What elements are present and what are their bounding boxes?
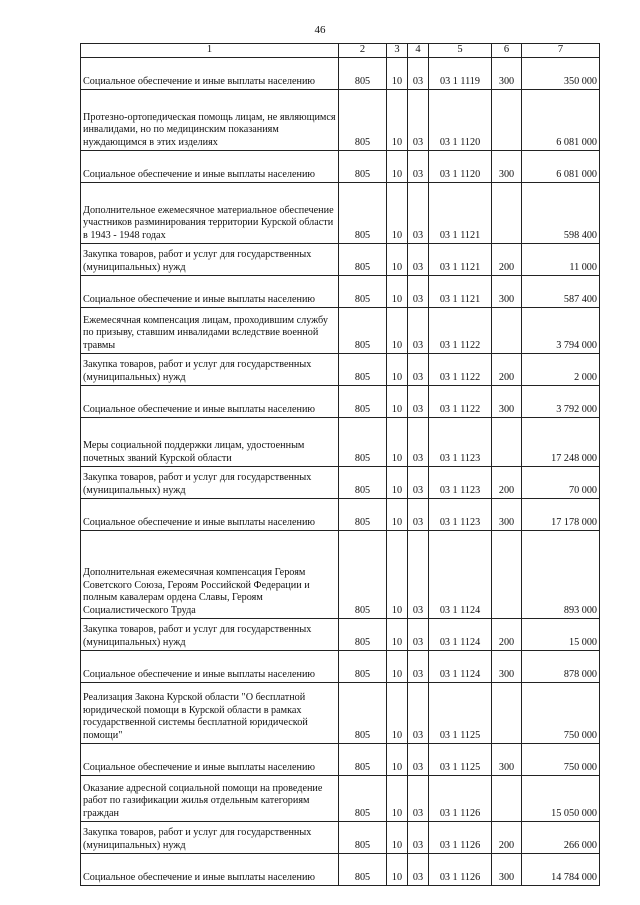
- table-row: [81, 651, 600, 683]
- ministry-code: 805: [339, 744, 387, 776]
- column-header: 1: [81, 44, 339, 58]
- ministry-code: 805: [339, 183, 387, 244]
- section-code: 10: [387, 619, 408, 651]
- table-row: [81, 418, 600, 467]
- section-code: 10: [387, 499, 408, 531]
- subsection-code: 03: [408, 651, 429, 683]
- ministry-code: 805: [339, 418, 387, 467]
- section-code: 10: [387, 822, 408, 854]
- expense-type-code: [492, 308, 522, 354]
- row-description: Закупка товаров, работ и услуг для государственных (муниципальных) нужд: [81, 822, 339, 854]
- section-code: 10: [387, 776, 408, 822]
- amount: 17 248 000: [522, 418, 600, 467]
- expense-type-code: 300: [492, 276, 522, 308]
- expense-type-code: 200: [492, 467, 522, 499]
- ministry-code: 805: [339, 90, 387, 151]
- target-item-code: 03 1 1122: [429, 386, 492, 418]
- section-code: 10: [387, 183, 408, 244]
- row-description: Закупка товаров, работ и услуг для государственных (муниципальных) нужд: [81, 354, 339, 386]
- table-row: [81, 467, 600, 499]
- ministry-code: 805: [339, 531, 387, 619]
- amount: 6 081 000: [522, 151, 600, 183]
- section-code: 10: [387, 386, 408, 418]
- row-description: Закупка товаров, работ и услуг для государственных (муниципальных) нужд: [81, 244, 339, 276]
- expense-type-code: 300: [492, 58, 522, 90]
- row-description: Протезно-ортопедическая помощь лицам, не являющимся инвалидами, но по медицинским показаниям нуждающимся в этих изделиях: [81, 90, 339, 151]
- target-item-code: 03 1 1124: [429, 619, 492, 651]
- target-item-code: 03 1 1123: [429, 499, 492, 531]
- table-row: [81, 308, 600, 354]
- ministry-code: 805: [339, 58, 387, 90]
- subsection-code: 03: [408, 244, 429, 276]
- column-header-row: [81, 44, 600, 58]
- table-row: [81, 244, 600, 276]
- column-header: 3: [387, 44, 408, 58]
- row-description: Социальное обеспечение и иные выплаты населению: [81, 651, 339, 683]
- table-row: [81, 531, 600, 619]
- amount: 2 000: [522, 354, 600, 386]
- amount: 893 000: [522, 531, 600, 619]
- subsection-code: 03: [408, 151, 429, 183]
- row-description: Социальное обеспечение и иные выплаты населению: [81, 151, 339, 183]
- subsection-code: 03: [408, 683, 429, 744]
- row-description: Оказание адресной социальной помощи на проведение работ по газификации жилья отдельным категориям граждан: [81, 776, 339, 822]
- target-item-code: 03 1 1125: [429, 683, 492, 744]
- section-code: 10: [387, 744, 408, 776]
- table-row: [81, 822, 600, 854]
- ministry-code: 805: [339, 822, 387, 854]
- subsection-code: 03: [408, 744, 429, 776]
- budget-table: [80, 43, 600, 886]
- table-row: [81, 776, 600, 822]
- row-description: Реализация Закона Курской области "О бесплатной юридической помощи в Курской области в рамках государственной системы бесплатной юридической помощи": [81, 683, 339, 744]
- expense-type-code: 300: [492, 744, 522, 776]
- amount: 17 178 000: [522, 499, 600, 531]
- subsection-code: 03: [408, 854, 429, 886]
- expense-type-code: 300: [492, 651, 522, 683]
- table-row: [81, 276, 600, 308]
- row-description: Социальное обеспечение и иные выплаты населению: [81, 276, 339, 308]
- table-row: [81, 744, 600, 776]
- subsection-code: 03: [408, 386, 429, 418]
- ministry-code: 805: [339, 776, 387, 822]
- section-code: 10: [387, 531, 408, 619]
- table-row: [81, 499, 600, 531]
- expense-type-code: 300: [492, 499, 522, 531]
- section-code: 10: [387, 308, 408, 354]
- row-description: Социальное обеспечение и иные выплаты населению: [81, 744, 339, 776]
- target-item-code: 03 1 1121: [429, 244, 492, 276]
- expense-type-code: 300: [492, 386, 522, 418]
- row-description: Меры социальной поддержки лицам, удостоенным почетных званий Курской области: [81, 418, 339, 467]
- expense-type-code: [492, 90, 522, 151]
- ministry-code: 805: [339, 651, 387, 683]
- ministry-code: 805: [339, 854, 387, 886]
- subsection-code: 03: [408, 308, 429, 354]
- row-description: Закупка товаров, работ и услуг для государственных (муниципальных) нужд: [81, 467, 339, 499]
- target-item-code: 03 1 1126: [429, 776, 492, 822]
- row-description: Социальное обеспечение и иные выплаты населению: [81, 499, 339, 531]
- target-item-code: 03 1 1121: [429, 183, 492, 244]
- expense-type-code: [492, 531, 522, 619]
- table-row: [81, 354, 600, 386]
- target-item-code: 03 1 1124: [429, 651, 492, 683]
- table-row: [81, 683, 600, 744]
- expense-type-code: 300: [492, 854, 522, 886]
- expense-type-code: [492, 418, 522, 467]
- amount: 15 000: [522, 619, 600, 651]
- table-row: [81, 90, 600, 151]
- subsection-code: 03: [408, 90, 429, 151]
- subsection-code: 03: [408, 354, 429, 386]
- subsection-code: 03: [408, 531, 429, 619]
- amount: 6 081 000: [522, 90, 600, 151]
- expense-type-code: 200: [492, 619, 522, 651]
- ministry-code: 805: [339, 276, 387, 308]
- column-header: 4: [408, 44, 429, 58]
- row-description: Ежемесячная компенсация лицам, проходившим службу по призыву, ставшим инвалидами вследствие военной травмы: [81, 308, 339, 354]
- amount: 15 050 000: [522, 776, 600, 822]
- section-code: 10: [387, 90, 408, 151]
- target-item-code: 03 1 1125: [429, 744, 492, 776]
- column-header: 5: [429, 44, 492, 58]
- subsection-code: 03: [408, 276, 429, 308]
- amount: 3 792 000: [522, 386, 600, 418]
- section-code: 10: [387, 418, 408, 467]
- target-item-code: 03 1 1120: [429, 90, 492, 151]
- expense-type-code: 200: [492, 354, 522, 386]
- ministry-code: 805: [339, 619, 387, 651]
- subsection-code: 03: [408, 822, 429, 854]
- subsection-code: 03: [408, 183, 429, 244]
- section-code: 10: [387, 854, 408, 886]
- amount: 266 000: [522, 822, 600, 854]
- subsection-code: 03: [408, 58, 429, 90]
- amount: 70 000: [522, 467, 600, 499]
- target-item-code: 03 1 1119: [429, 58, 492, 90]
- amount: 587 400: [522, 276, 600, 308]
- amount: 350 000: [522, 58, 600, 90]
- subsection-code: 03: [408, 499, 429, 531]
- expense-type-code: 200: [492, 822, 522, 854]
- subsection-code: 03: [408, 467, 429, 499]
- ministry-code: 805: [339, 244, 387, 276]
- row-description: Дополнительное ежемесячное материальное обеспечение участников разминирования территории Курской области в 1943 - 1948 годах: [81, 183, 339, 244]
- table-row: [81, 58, 600, 90]
- target-item-code: 03 1 1126: [429, 822, 492, 854]
- expense-type-code: [492, 183, 522, 244]
- section-code: 10: [387, 651, 408, 683]
- subsection-code: 03: [408, 776, 429, 822]
- section-code: 10: [387, 276, 408, 308]
- subsection-code: 03: [408, 619, 429, 651]
- table-row: [81, 854, 600, 886]
- expense-type-code: 300: [492, 151, 522, 183]
- amount: 750 000: [522, 683, 600, 744]
- table-row: [81, 151, 600, 183]
- expense-type-code: 200: [492, 244, 522, 276]
- row-description: Социальное обеспечение и иные выплаты населению: [81, 58, 339, 90]
- ministry-code: 805: [339, 386, 387, 418]
- subsection-code: 03: [408, 418, 429, 467]
- amount: 598 400: [522, 183, 600, 244]
- section-code: 10: [387, 244, 408, 276]
- row-description: Дополнительная ежемесячная компенсация Героям Советского Союза, Героям Российской Федерации и полным кавалерам ордена Славы, Героям Социалистического Труда: [81, 531, 339, 619]
- row-description: Закупка товаров, работ и услуг для государственных (муниципальных) нужд: [81, 619, 339, 651]
- target-item-code: 03 1 1122: [429, 308, 492, 354]
- table-row: [81, 183, 600, 244]
- target-item-code: 03 1 1126: [429, 854, 492, 886]
- amount: 3 794 000: [522, 308, 600, 354]
- ministry-code: 805: [339, 467, 387, 499]
- ministry-code: 805: [339, 354, 387, 386]
- ministry-code: 805: [339, 151, 387, 183]
- row-description: Социальное обеспечение и иные выплаты населению: [81, 854, 339, 886]
- amount: 14 784 000: [522, 854, 600, 886]
- target-item-code: 03 1 1123: [429, 467, 492, 499]
- table-row: [81, 386, 600, 418]
- amount: 750 000: [522, 744, 600, 776]
- target-item-code: 03 1 1122: [429, 354, 492, 386]
- section-code: 10: [387, 467, 408, 499]
- column-header: 6: [492, 44, 522, 58]
- table-row: [81, 619, 600, 651]
- amount: 11 000: [522, 244, 600, 276]
- target-item-code: 03 1 1124: [429, 531, 492, 619]
- section-code: 10: [387, 58, 408, 90]
- target-item-code: 03 1 1123: [429, 418, 492, 467]
- section-code: 10: [387, 151, 408, 183]
- column-header: 2: [339, 44, 387, 58]
- ministry-code: 805: [339, 308, 387, 354]
- expense-type-code: [492, 683, 522, 744]
- ministry-code: 805: [339, 683, 387, 744]
- section-code: 10: [387, 354, 408, 386]
- page-number: 46: [314, 24, 326, 36]
- row-description: Социальное обеспечение и иные выплаты населению: [81, 386, 339, 418]
- expense-type-code: [492, 776, 522, 822]
- ministry-code: 805: [339, 499, 387, 531]
- column-header: 7: [522, 44, 600, 58]
- section-code: 10: [387, 683, 408, 744]
- amount: 878 000: [522, 651, 600, 683]
- target-item-code: 03 1 1121: [429, 276, 492, 308]
- target-item-code: 03 1 1120: [429, 151, 492, 183]
